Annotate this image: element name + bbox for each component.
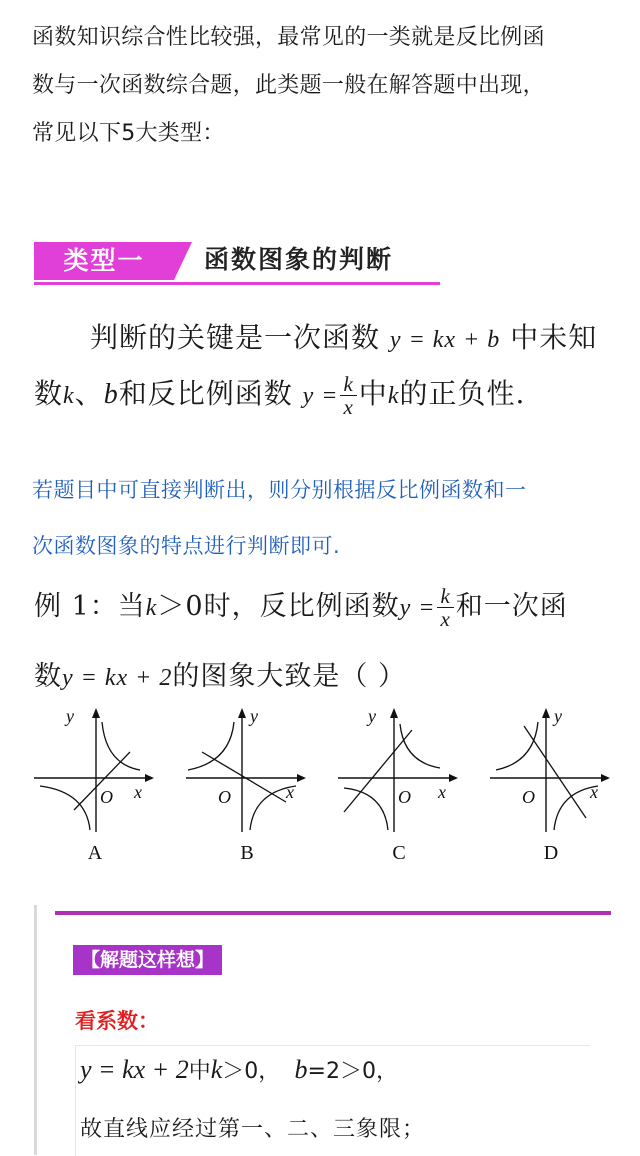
linear-function-formula: y = kx + b	[389, 327, 501, 353]
intro-line-2: 数与一次函数综合题，此类题一般在解答题中出现，	[32, 73, 545, 98]
svg-text:y: y	[368, 706, 376, 726]
section-underline	[34, 282, 440, 285]
solution-tag: 【解题这样想】	[73, 945, 222, 975]
graph-b-plot	[182, 700, 312, 840]
svg-text:y: y	[66, 706, 74, 726]
svg-text:y: y	[250, 706, 258, 726]
example-formula: y = kx + 2	[62, 665, 173, 691]
graph-d-label: D	[543, 842, 559, 864]
solution-formula-box	[75, 1045, 590, 1156]
svg-text:O: O	[100, 787, 113, 807]
graph-a-label: A	[87, 842, 103, 864]
section-title	[34, 240, 440, 286]
graph-option-a[interactable]	[30, 700, 160, 870]
graph-a-plot	[30, 700, 160, 840]
graph-options	[30, 700, 620, 870]
svg-text:O: O	[398, 787, 411, 807]
intro-line-3: 常见以下5大类型：	[32, 121, 225, 146]
intro-paragraph	[32, 14, 622, 158]
svg-text:x: x	[590, 782, 598, 802]
graph-option-c[interactable]	[334, 700, 464, 870]
section-heading: 函数图象的判断	[204, 245, 394, 274]
solution-line-2: 故直线应经过第一、二、三象限；	[80, 1117, 426, 1142]
solution-heading: 看系数：	[75, 1009, 159, 1033]
guidance-line-1: 若题目中可直接判断出，则分别根据反比例函数和一	[32, 478, 527, 502]
inverse-function-fraction: $\frac{k}{x}$	[340, 373, 356, 418]
example-line-1: 例 1：当k＞0时，反比例函数y = $\frac{k}{x}$ 和一次函	[34, 584, 568, 631]
svg-text:y: y	[554, 706, 562, 726]
graph-option-b[interactable]	[182, 700, 312, 870]
svg-text:O: O	[522, 787, 535, 807]
intro-line-1: 函数知识综合性比较强，最常见的一类就是反比例函	[32, 25, 545, 50]
graph-option-d[interactable]	[486, 700, 616, 870]
solution-line-1: y = kx + 2中k＞0， b=2＞0，	[80, 1055, 398, 1084]
solution-box	[34, 905, 613, 1155]
graph-c-plot	[334, 700, 464, 840]
key-paragraph-line-2: 数k、b和反比例函数 y = $\frac{k}{x}$ 中k的正负性.	[34, 372, 526, 419]
section-tag-slant	[174, 242, 192, 280]
graph-d-plot	[486, 700, 616, 840]
solution-box-topline	[55, 911, 611, 915]
guidance-line-2: 次函数图象的特点进行判断即可.	[32, 534, 341, 558]
graph-b-label: B	[240, 842, 254, 864]
example-fraction: $\frac{k}{x}$	[437, 585, 453, 630]
guidance-text	[32, 462, 622, 574]
key-paragraph-line-1: 判断的关键是一次函数 y = kx + b 中未知	[90, 321, 598, 354]
svg-text:x: x	[438, 782, 446, 802]
svg-text:O: O	[218, 787, 231, 807]
svg-text:x: x	[134, 782, 142, 802]
example-line-2: 数y = kx + 2的图象大致是（ ）	[34, 661, 406, 692]
graph-c-label: C	[392, 842, 406, 864]
svg-text:x: x	[286, 782, 294, 802]
section-tag: 类型一	[34, 242, 174, 280]
